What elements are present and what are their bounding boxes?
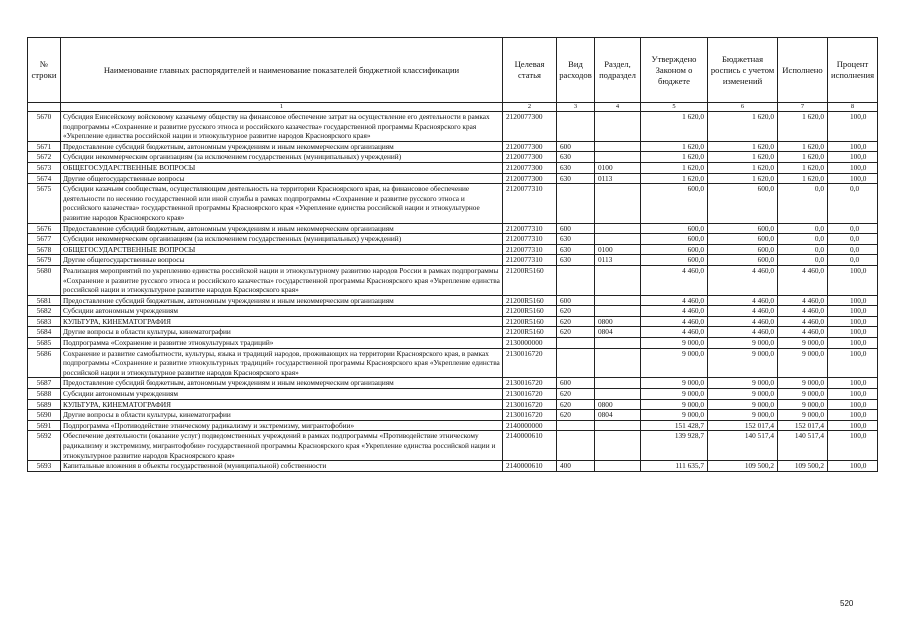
target-article-cell: 2140000610: [503, 431, 557, 461]
row-number-cell: 5682: [28, 306, 61, 317]
expense-type-cell: [557, 420, 595, 431]
target-article-cell: 2130016720: [503, 348, 557, 378]
budget-list-amount-cell: 4 460,0: [708, 306, 778, 317]
table-row: [28, 173, 878, 184]
row-number-cell: 5688: [28, 389, 61, 400]
budget-list-amount-cell: 140 517,4: [708, 431, 778, 461]
target-article-cell: 21200R5160: [503, 316, 557, 327]
column-number: 8: [828, 103, 878, 112]
row-name-cell: Предоставление субсидий бюджетным, автономным учреждениям и иным некоммерческим организациям: [61, 378, 503, 389]
executed-amount-cell: 9 000,0: [778, 399, 828, 410]
table-row: [28, 223, 878, 234]
approved-amount-cell: 9 000,0: [641, 348, 708, 378]
executed-amount-cell: 0,0: [778, 255, 828, 266]
percent-cell: 0,0: [828, 223, 878, 234]
executed-amount-cell: 1 620,0: [778, 173, 828, 184]
target-article-cell: 2120077310: [503, 184, 557, 223]
budget-list-amount-cell: 4 460,0: [708, 295, 778, 306]
expense-type-cell: [557, 338, 595, 349]
row-name-cell: Субсидии некоммерческим организациям (за исключением государственных (муниципальных) учреждений): [61, 152, 503, 163]
header-row: [28, 38, 878, 103]
table-row: [28, 399, 878, 410]
section-cell: [595, 152, 641, 163]
percent-cell: 100,0: [828, 327, 878, 338]
table-row: [28, 389, 878, 400]
target-article-cell: 2130016720: [503, 378, 557, 389]
expense-type-cell: 620: [557, 327, 595, 338]
approved-amount-cell: 600,0: [641, 223, 708, 234]
approved-amount-cell: 600,0: [641, 234, 708, 245]
page-number: 520: [840, 599, 854, 608]
executed-amount-cell: 0,0: [778, 244, 828, 255]
row-number-cell: 5693: [28, 461, 61, 472]
approved-amount-cell: 9 000,0: [641, 410, 708, 421]
row-number-cell: 5690: [28, 410, 61, 421]
budget-sheet: [27, 37, 877, 472]
row-number-cell: 5692: [28, 431, 61, 461]
row-number-cell: 5681: [28, 295, 61, 306]
executed-amount-cell: 9 000,0: [778, 378, 828, 389]
executed-amount-cell: 1 620,0: [778, 162, 828, 173]
expense-type-cell: 600: [557, 295, 595, 306]
executed-amount-cell: 4 460,0: [778, 316, 828, 327]
executed-amount-cell: 0,0: [778, 223, 828, 234]
row-name-cell: Подпрограмма «Сохранение и развитие этнокультурных традиций»: [61, 338, 503, 349]
table-body: [28, 112, 878, 472]
executed-amount-cell: 1 620,0: [778, 112, 828, 142]
approved-amount-cell: 9 000,0: [641, 378, 708, 389]
table-row: [28, 316, 878, 327]
approved-amount-cell: 600,0: [641, 255, 708, 266]
row-name-cell: Другие вопросы в области культуры, кинематографии: [61, 410, 503, 421]
percent-cell: 0,0: [828, 244, 878, 255]
percent-cell: 100,0: [828, 295, 878, 306]
row-number-cell: 5679: [28, 255, 61, 266]
approved-amount-cell: 1 620,0: [641, 112, 708, 142]
row-name-cell: ОБЩЕГОСУДАРСТВЕННЫЕ ВОПРОСЫ: [61, 162, 503, 173]
percent-cell: 100,0: [828, 338, 878, 349]
target-article-cell: 2120077300: [503, 173, 557, 184]
percent-cell: 100,0: [828, 348, 878, 378]
approved-amount-cell: 4 460,0: [641, 265, 708, 295]
expense-type-cell: 620: [557, 389, 595, 400]
percent-cell: 100,0: [828, 152, 878, 163]
budget-list-amount-cell: 4 460,0: [708, 265, 778, 295]
target-article-cell: 2140000610: [503, 461, 557, 472]
row-name-cell: Подпрограмма «Противодействие этническому радикализму и экстремизму, мигрантофобии»: [61, 420, 503, 431]
header-target-article: Целевая статья: [503, 38, 557, 103]
approved-amount-cell: 111 635,7: [641, 461, 708, 472]
section-cell: 0113: [595, 255, 641, 266]
section-cell: [595, 431, 641, 461]
target-article-cell: 2120077300: [503, 162, 557, 173]
budget-list-amount-cell: 109 500,2: [708, 461, 778, 472]
executed-amount-cell: 152 017,4: [778, 420, 828, 431]
row-number-cell: 5683: [28, 316, 61, 327]
header-row-number: № строки: [28, 38, 61, 103]
expense-type-cell: 630: [557, 234, 595, 245]
target-article-cell: 2130016720: [503, 399, 557, 410]
row-number-cell: 5675: [28, 184, 61, 223]
section-cell: [595, 378, 641, 389]
executed-amount-cell: 140 517,4: [778, 431, 828, 461]
budget-list-amount-cell: 1 620,0: [708, 173, 778, 184]
section-cell: 0113: [595, 173, 641, 184]
approved-amount-cell: 9 000,0: [641, 389, 708, 400]
percent-cell: 100,0: [828, 461, 878, 472]
target-article-cell: 2130016720: [503, 410, 557, 421]
percent-cell: 100,0: [828, 162, 878, 173]
row-name-cell: Сохранение и развитие самобытности, культуры, языка и традиций народов, проживающих на территории Красноярского края, в рамках подпрограммы «Сохранение и развитие этнокультурных традиций» государственной программы Красноярского края «Укрепление единства российской нации и этнокультурное развитие народов Красноярского края»: [61, 348, 503, 378]
approved-amount-cell: 4 460,0: [641, 306, 708, 317]
approved-amount-cell: 9 000,0: [641, 399, 708, 410]
target-article-cell: 2130000000: [503, 338, 557, 349]
approved-amount-cell: 600,0: [641, 244, 708, 255]
row-number-cell: 5684: [28, 327, 61, 338]
header-section: Раздел, подраздел: [595, 38, 641, 103]
expense-type-cell: 630: [557, 173, 595, 184]
section-cell: [595, 420, 641, 431]
table-row: [28, 410, 878, 421]
budget-list-amount-cell: 9 000,0: [708, 389, 778, 400]
table-row: [28, 295, 878, 306]
approved-amount-cell: 4 460,0: [641, 316, 708, 327]
percent-cell: 100,0: [828, 410, 878, 421]
executed-amount-cell: 9 000,0: [778, 389, 828, 400]
table-row: [28, 162, 878, 173]
row-name-cell: Капитальные вложения в объекты государственной (муниципальной) собственности: [61, 461, 503, 472]
row-name-cell: Субсидия Енисейскому войсковому казачьему обществу на финансовое обеспечение затрат на осуществление его деятельности в рамках подпрограммы «Сохранение и развитие русского этноса и российского казачества» государственной программы Красноярского края «Укрепление единства российской нации и этнокультурное развитие народов Красноярского края»: [61, 112, 503, 142]
target-article-cell: 2140000000: [503, 420, 557, 431]
section-cell: [595, 184, 641, 223]
table-row: [28, 265, 878, 295]
column-number: 1: [61, 103, 503, 112]
percent-cell: 100,0: [828, 265, 878, 295]
table-row: [28, 234, 878, 245]
expense-type-cell: [557, 184, 595, 223]
percent-cell: 0,0: [828, 184, 878, 223]
expense-type-cell: 630: [557, 152, 595, 163]
percent-cell: 0,0: [828, 255, 878, 266]
percent-cell: 100,0: [828, 306, 878, 317]
row-number-cell: 5691: [28, 420, 61, 431]
column-number: 4: [595, 103, 641, 112]
section-cell: [595, 234, 641, 245]
target-article-cell: 2120077300: [503, 112, 557, 142]
section-cell: [595, 306, 641, 317]
executed-amount-cell: 0,0: [778, 234, 828, 245]
budget-list-amount-cell: 152 017,4: [708, 420, 778, 431]
target-article-cell: 21200R5160: [503, 295, 557, 306]
section-cell: 0804: [595, 410, 641, 421]
row-name-cell: Другие вопросы в области культуры, кинематографии: [61, 327, 503, 338]
budget-list-amount-cell: 4 460,0: [708, 327, 778, 338]
expense-type-cell: 620: [557, 410, 595, 421]
column-number: [28, 103, 61, 112]
percent-cell: 100,0: [828, 173, 878, 184]
section-cell: [595, 141, 641, 152]
table-row: [28, 184, 878, 223]
budget-list-amount-cell: 9 000,0: [708, 410, 778, 421]
target-article-cell: 21200R5160: [503, 306, 557, 317]
approved-amount-cell: 600,0: [641, 184, 708, 223]
row-number-cell: 5673: [28, 162, 61, 173]
section-cell: 0100: [595, 162, 641, 173]
expense-type-cell: 400: [557, 461, 595, 472]
budget-list-amount-cell: 1 620,0: [708, 162, 778, 173]
budget-list-amount-cell: 9 000,0: [708, 378, 778, 389]
percent-cell: 100,0: [828, 389, 878, 400]
row-name-cell: Другие общегосударственные вопросы: [61, 173, 503, 184]
row-number-cell: 5676: [28, 223, 61, 234]
header-expense-type: Вид расходов: [557, 38, 595, 103]
percent-cell: 100,0: [828, 316, 878, 327]
executed-amount-cell: 9 000,0: [778, 338, 828, 349]
table-row: [28, 338, 878, 349]
percent-cell: 0,0: [828, 234, 878, 245]
percent-cell: 100,0: [828, 112, 878, 142]
row-number-cell: 5680: [28, 265, 61, 295]
budget-list-amount-cell: 600,0: [708, 244, 778, 255]
column-number: 6: [708, 103, 778, 112]
percent-cell: 100,0: [828, 420, 878, 431]
table-row: [28, 141, 878, 152]
row-name-cell: Предоставление субсидий бюджетным, автономным учреждениям и иным некоммерческим организациям: [61, 223, 503, 234]
row-number-cell: 5671: [28, 141, 61, 152]
header-name: Наименование главных распорядителей и наименование показателей бюджетной классификации: [61, 38, 503, 103]
expense-type-cell: 630: [557, 255, 595, 266]
column-number: 3: [557, 103, 595, 112]
section-cell: 0100: [595, 244, 641, 255]
column-number-row: [28, 103, 878, 112]
table-row: [28, 244, 878, 255]
row-name-cell: ОБЩЕГОСУДАРСТВЕННЫЕ ВОПРОСЫ: [61, 244, 503, 255]
table-row: [28, 431, 878, 461]
row-name-cell: Предоставление субсидий бюджетным, автономным учреждениям и иным некоммерческим организациям: [61, 295, 503, 306]
percent-cell: 100,0: [828, 431, 878, 461]
target-article-cell: 2120077310: [503, 244, 557, 255]
section-cell: [595, 295, 641, 306]
section-cell: [595, 461, 641, 472]
row-name-cell: КУЛЬТУРА, КИНЕМАТОГРАФИЯ: [61, 399, 503, 410]
approved-amount-cell: 1 620,0: [641, 173, 708, 184]
budget-list-amount-cell: 600,0: [708, 223, 778, 234]
expense-type-cell: 620: [557, 399, 595, 410]
approved-amount-cell: 9 000,0: [641, 338, 708, 349]
table-row: [28, 378, 878, 389]
section-cell: 0800: [595, 399, 641, 410]
target-article-cell: 2120077300: [503, 152, 557, 163]
row-name-cell: Обеспечение деятельности (оказание услуг) подведомственных учреждений в рамках подпрограммы «Противодействие этническому радикализму и экстремизму, мигрантофобии» государственной программы Красноярского края «Укрепление единства российской нации и этнокультурное развитие народов Красноярского края»: [61, 431, 503, 461]
budget-list-amount-cell: 600,0: [708, 184, 778, 223]
executed-amount-cell: 4 460,0: [778, 306, 828, 317]
budget-list-amount-cell: 9 000,0: [708, 399, 778, 410]
section-cell: [595, 338, 641, 349]
approved-amount-cell: 139 928,7: [641, 431, 708, 461]
budget-list-amount-cell: 1 620,0: [708, 112, 778, 142]
row-number-cell: 5672: [28, 152, 61, 163]
row-number-cell: 5670: [28, 112, 61, 142]
table-row: [28, 420, 878, 431]
row-name-cell: Другие общегосударственные вопросы: [61, 255, 503, 266]
approved-amount-cell: 1 620,0: [641, 152, 708, 163]
expense-type-cell: 600: [557, 223, 595, 234]
executed-amount-cell: 4 460,0: [778, 295, 828, 306]
column-number: 2: [503, 103, 557, 112]
target-article-cell: 2120077300: [503, 141, 557, 152]
row-name-cell: Субсидии автономным учреждениям: [61, 389, 503, 400]
row-number-cell: 5689: [28, 399, 61, 410]
expense-type-cell: 620: [557, 306, 595, 317]
executed-amount-cell: 1 620,0: [778, 141, 828, 152]
row-number-cell: 5678: [28, 244, 61, 255]
budget-list-amount-cell: 9 000,0: [708, 338, 778, 349]
expense-type-cell: 630: [557, 244, 595, 255]
budget-list-amount-cell: 600,0: [708, 255, 778, 266]
percent-cell: 100,0: [828, 378, 878, 389]
row-name-cell: Реализация мероприятий по укреплению единства российской нации и этнокультурному развитию народов России в рамках подпрограммы «Сохранение и развитие русского этноса и российского казачества» государственной программы Красноярского края «Укрепление единства российской нации и этнокультурное развитие народов Красноярского края»: [61, 265, 503, 295]
section-cell: [595, 265, 641, 295]
row-name-cell: Предоставление субсидий бюджетным, автономным учреждениям и иным некоммерческим организациям: [61, 141, 503, 152]
row-name-cell: Субсидии автономным учреждениям: [61, 306, 503, 317]
executed-amount-cell: 9 000,0: [778, 410, 828, 421]
table-row: [28, 327, 878, 338]
header-budget-list: Бюджетная роспись с учетом изменений: [708, 38, 778, 103]
header-approved: Утверждено Законом о бюджете: [641, 38, 708, 103]
table-row: [28, 348, 878, 378]
table-row: [28, 306, 878, 317]
section-cell: [595, 389, 641, 400]
executed-amount-cell: 109 500,2: [778, 461, 828, 472]
target-article-cell: 21200R5160: [503, 265, 557, 295]
row-number-cell: 5677: [28, 234, 61, 245]
row-number-cell: 5674: [28, 173, 61, 184]
row-name-cell: КУЛЬТУРА, КИНЕМАТОГРАФИЯ: [61, 316, 503, 327]
table-row: [28, 152, 878, 163]
row-name-cell: Субсидии казачьим сообществам, осуществляющим деятельность на территории Красноярского края, на финансовое обеспечение деятельности по несению государственной или иной службы в рамках подпрограммы «Сохранение и развитие русского этноса и российского казачества» государственной программы Красноярского края «Укрепление единства российской нации и этнокультурное развитие народов Красноярского края»: [61, 184, 503, 223]
row-number-cell: 5686: [28, 348, 61, 378]
executed-amount-cell: 0,0: [778, 184, 828, 223]
section-cell: [595, 348, 641, 378]
target-article-cell: 2120077310: [503, 223, 557, 234]
table-row: [28, 255, 878, 266]
budget-list-amount-cell: 9 000,0: [708, 348, 778, 378]
table-row: [28, 112, 878, 142]
column-number: 5: [641, 103, 708, 112]
budget-table: [27, 37, 878, 472]
section-cell: 0800: [595, 316, 641, 327]
approved-amount-cell: 1 620,0: [641, 141, 708, 152]
header-percent: Процент исполнения: [828, 38, 878, 103]
expense-type-cell: [557, 265, 595, 295]
approved-amount-cell: 4 460,0: [641, 327, 708, 338]
row-number-cell: 5687: [28, 378, 61, 389]
target-article-cell: 2120077310: [503, 255, 557, 266]
expense-type-cell: [557, 348, 595, 378]
expense-type-cell: 620: [557, 316, 595, 327]
row-name-cell: Субсидии некоммерческим организациям (за исключением государственных (муниципальных) учреждений): [61, 234, 503, 245]
expense-type-cell: 630: [557, 162, 595, 173]
expense-type-cell: 600: [557, 141, 595, 152]
table-row: [28, 461, 878, 472]
column-number: 7: [778, 103, 828, 112]
section-cell: [595, 112, 641, 142]
budget-list-amount-cell: 1 620,0: [708, 141, 778, 152]
budget-list-amount-cell: 4 460,0: [708, 316, 778, 327]
percent-cell: 100,0: [828, 141, 878, 152]
target-article-cell: 2130016720: [503, 389, 557, 400]
expense-type-cell: [557, 431, 595, 461]
header-executed: Исполнено: [778, 38, 828, 103]
executed-amount-cell: 4 460,0: [778, 327, 828, 338]
budget-list-amount-cell: 600,0: [708, 234, 778, 245]
section-cell: 0804: [595, 327, 641, 338]
row-number-cell: 5685: [28, 338, 61, 349]
executed-amount-cell: 9 000,0: [778, 348, 828, 378]
approved-amount-cell: 151 428,7: [641, 420, 708, 431]
percent-cell: 100,0: [828, 399, 878, 410]
approved-amount-cell: 1 620,0: [641, 162, 708, 173]
budget-list-amount-cell: 1 620,0: [708, 152, 778, 163]
approved-amount-cell: 4 460,0: [641, 295, 708, 306]
target-article-cell: 21200R5160: [503, 327, 557, 338]
expense-type-cell: [557, 112, 595, 142]
target-article-cell: 2120077310: [503, 234, 557, 245]
expense-type-cell: 600: [557, 378, 595, 389]
section-cell: [595, 223, 641, 234]
executed-amount-cell: 4 460,0: [778, 265, 828, 295]
executed-amount-cell: 1 620,0: [778, 152, 828, 163]
